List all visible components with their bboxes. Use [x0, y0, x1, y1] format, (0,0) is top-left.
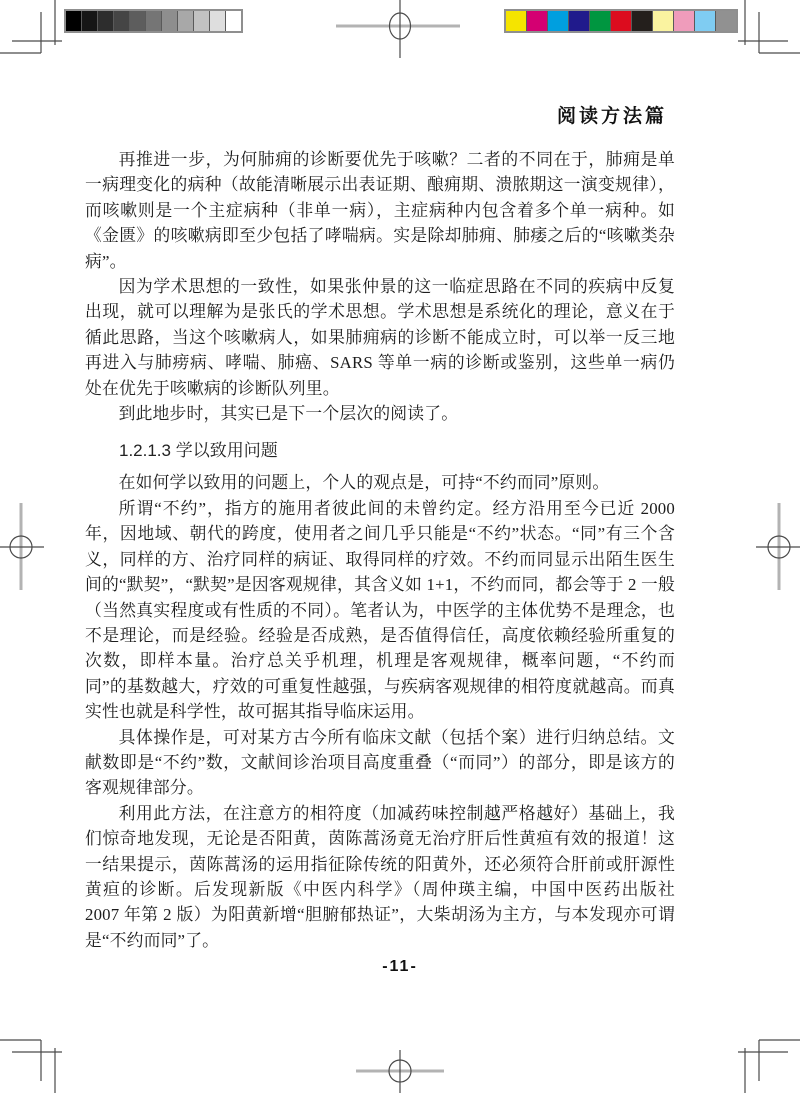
registration-target-top — [336, 0, 460, 58]
crop-mark-bottom-right — [738, 1040, 800, 1093]
crop-mark-bottom-left — [0, 1040, 62, 1093]
paragraph: 具体操作是，可对某方古今所有临床文献（包括个案）进行归纳总结。文献数即是“不约”数，文献间诊治项目高度重叠（“而同”）的部分，即是该方的客观规律部分。 — [85, 727, 675, 798]
calibration-swatch — [210, 11, 225, 31]
registration-target-bottom — [356, 1050, 444, 1093]
calibration-swatch — [611, 11, 631, 31]
crop-mark-top-left — [0, 0, 62, 53]
section-heading: 1.2.1.3 学以致用问题 — [119, 441, 278, 461]
calibration-swatch — [114, 11, 129, 31]
calibration-swatch — [548, 11, 568, 31]
calibration-swatch — [569, 11, 589, 31]
calibration-swatch — [590, 11, 610, 31]
paragraph: 到此地步时，其实已是下一个层次的阅读了。 — [118, 404, 459, 424]
calibration-swatch — [527, 11, 547, 31]
body-text — [85, 147, 675, 953]
registration-target-left — [0, 503, 44, 590]
calibration-swatch — [194, 11, 209, 31]
calibration-swatch — [653, 11, 673, 31]
paragraph: 利用此方法，在注意方的相符度（加减药味控制越严格越好）基础上，我们惊奇地发现，无论是否阳黄，茵陈蒿汤竟无治疗肝后性黄疸有效的报道！这一结果提示，茵陈蒿汤的运用指征除传统的阳黄外，还必须符合肝前或肝源性黄疸的诊断。后发现新版《中医内科学》（周仲瑛主编，中国中医药出版社 2007 年第 2 版）为阳黄新增“胆腑郁热证”，大柴胡汤为主方，与本发现亦可谓是“不约而同”了。 — [85, 803, 675, 950]
calibration-swatch — [146, 11, 161, 31]
calibration-swatch — [695, 11, 715, 31]
calibration-swatch — [130, 11, 145, 31]
paragraph: 所谓“不约”，指方的施用者彼此间的未曾约定。经方沿用至今已近 2000 年，因地域、朝代的跨度，使用者之间几乎只能是“不约”状态。“同”有三个含义，同样的方、治疗同样的病证、取得同样的疗效。不约而同显示出陌生医生间的“默契”，“默契”是因客观规律，其含义如 1+1，不约而同，都会等于 2 一般（当然真实程度或有性质的不同）。笔者认为，中医学的主体优势不是理念，也不是理论，而是经验。经验是否成熟，是否值得信任，高度依赖经验所重复的次数，即样本量。治疗总关乎机理，机理是客观规律，概率问题，“不约而同”的基数越大，疗效的可重复性越强，与疾病客观规律的相符度就越高。而真实性也就是科学性，故可据其指导临床运用。 — [85, 498, 675, 722]
paragraph: 在如何学以致用的问题上，个人的观点是，可持“不约而同”原则。 — [118, 473, 610, 493]
calibration-swatch — [162, 11, 177, 31]
calibration-swatch — [178, 11, 193, 31]
calibration-swatch — [82, 11, 97, 31]
page-number: -11- — [382, 958, 418, 975]
paragraph: 因为学术思想的一致性，如果张仲景的这一临症思路在不同的疾病中反复出现，就可以理解为是张氏的学术思想。学术思想是系统化的理论，意义在于循此思路，当这个咳嗽病人，如果肺痈病的诊断不能成立时，可以举一反三地再进入与肺痨病、哮喘、肺癌、SARS 等单一病的诊断或鉴别，这些单一病仍处在优先于咳嗽病的诊断队列里。 — [85, 277, 675, 398]
calibration-swatch — [226, 11, 241, 31]
running-header: 阅读方法篇 — [556, 106, 667, 127]
calibration-swatch — [506, 11, 526, 31]
registration-target-right — [756, 503, 800, 590]
color-calibration-bar — [504, 9, 738, 33]
calibration-swatch — [632, 11, 652, 31]
calibration-swatch — [716, 11, 736, 31]
crop-mark-top-right — [738, 0, 800, 53]
calibration-swatch — [66, 11, 81, 31]
grayscale-calibration-bar — [64, 9, 243, 33]
calibration-swatch — [674, 11, 694, 31]
paragraph: 再推进一步，为何肺痈的诊断要优先于咳嗽？二者的不同在于，肺痈是单一病理变化的病种（故能清晰展示出表证期、酿痈期、溃脓期这一演变规律），而咳嗽则是一个主症病种（非单一病），主症病种内包含着多个单一病种。如《金匮》的咳嗽病即至少包括了哮喘病。实是除却肺痈、肺痿之后的“咳嗽类杂病”。 — [85, 150, 675, 271]
calibration-swatch — [98, 11, 113, 31]
